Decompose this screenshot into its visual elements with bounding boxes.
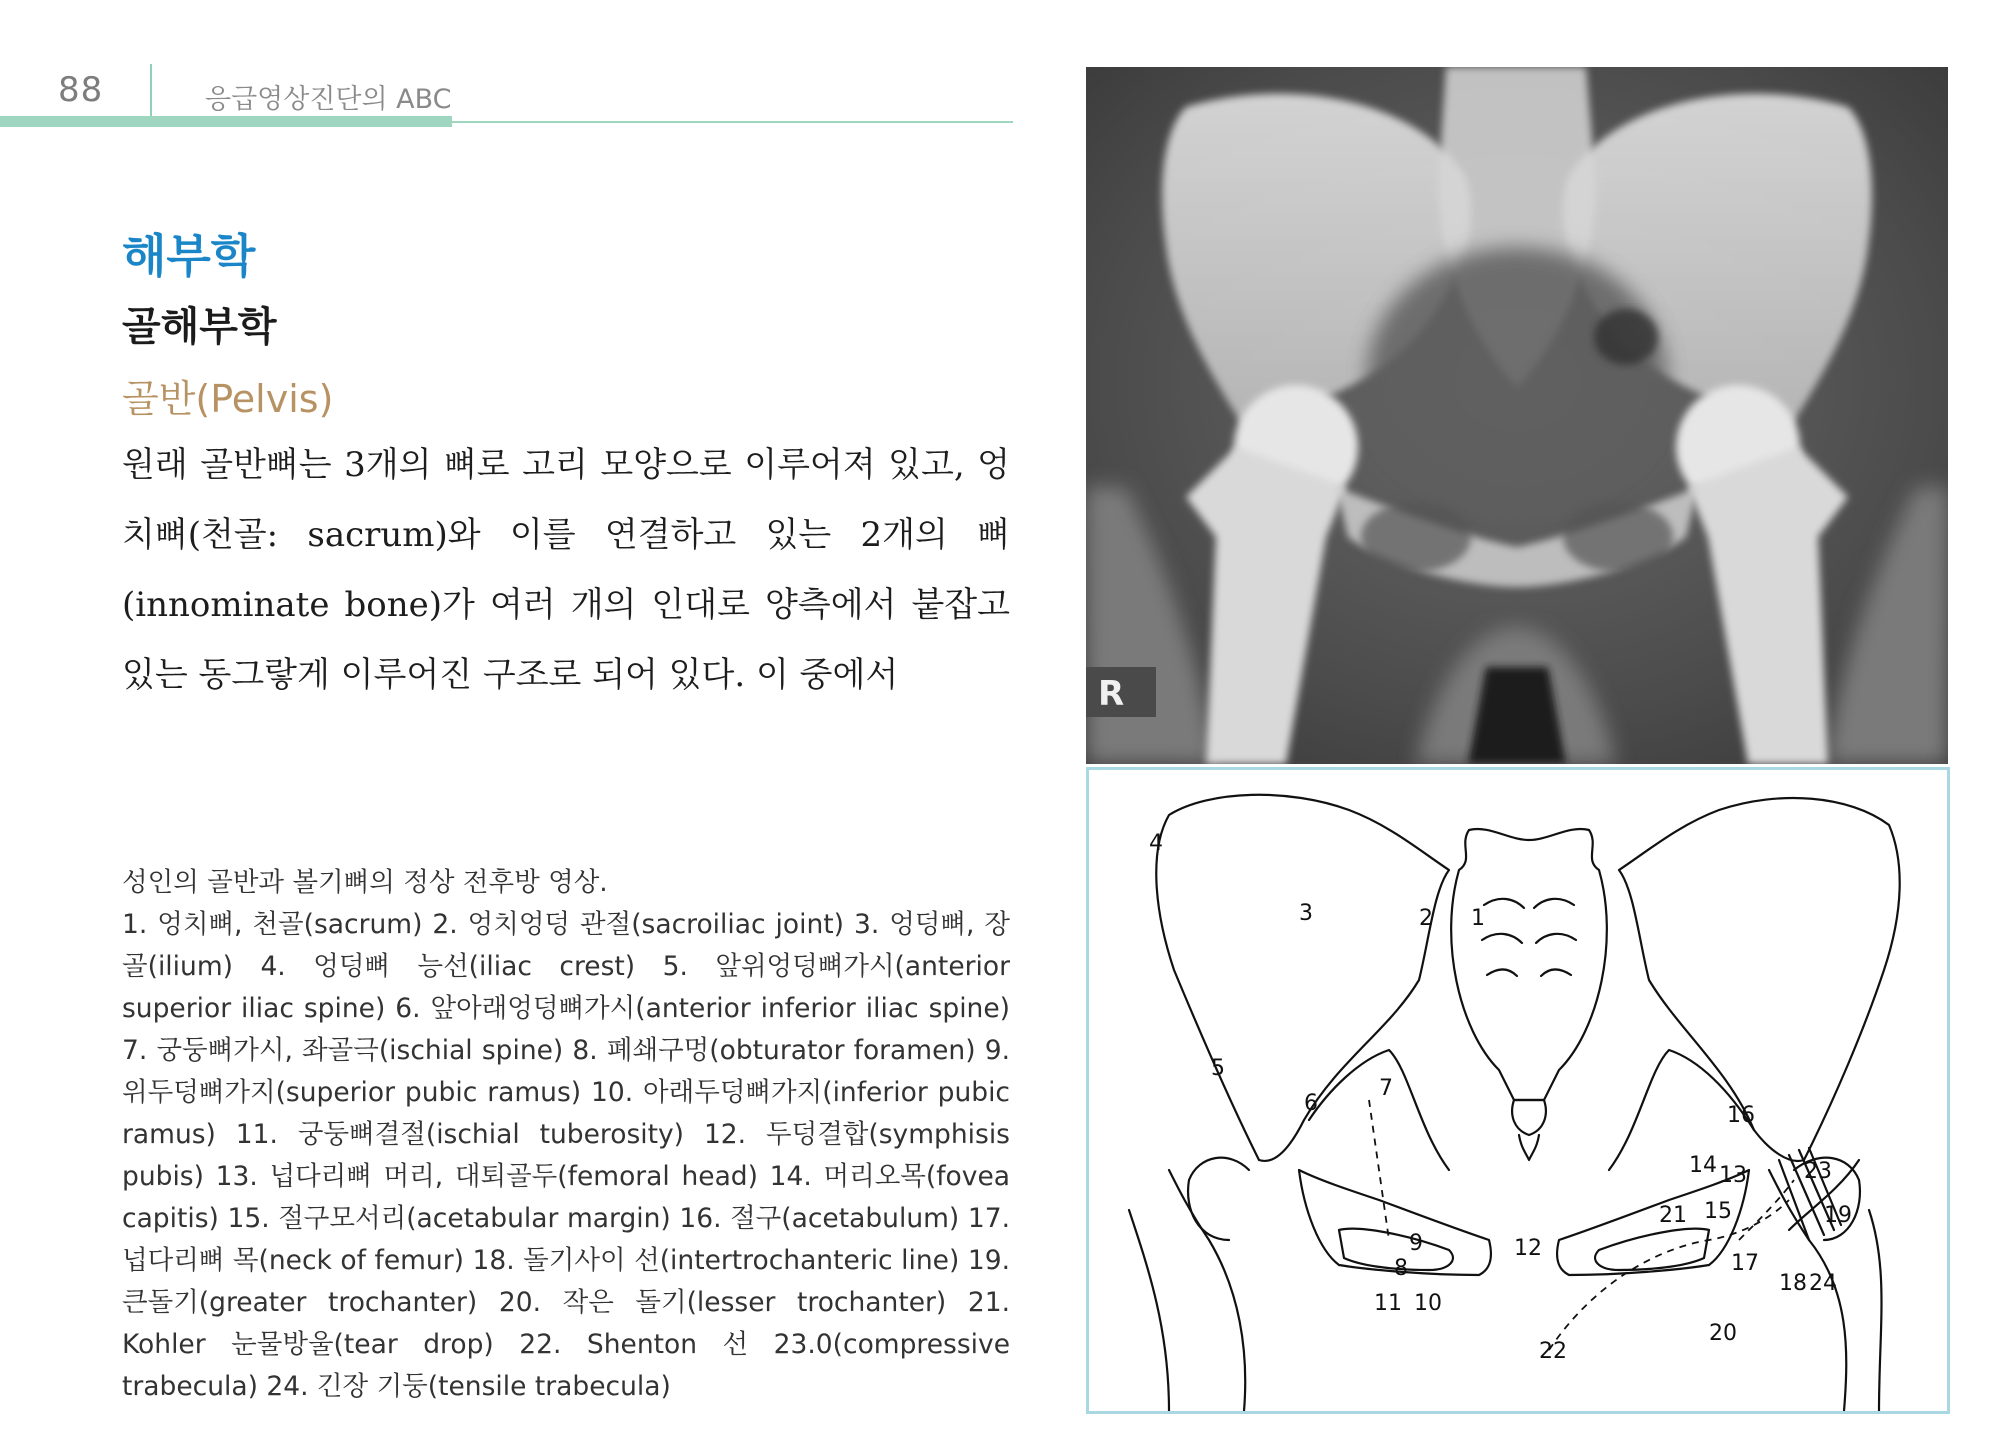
svg-text:17: 17 <box>1731 1251 1759 1276</box>
caption-text: 1. 엉치뼈, 천골(sacrum) 2. 엉치엉덩 관절(sacroiliac joint) 3. 엉덩뼈, 장골(ilium) 4. 엉덩뼈 능선(iliac crest) 5. 앞위엉덩뼈가시(anterior superior iliac spine) 6. 앞아래엉덩뼈가시(anterior inferior iliac spine) 7. 궁둥뼈가시, 좌골극(ischial spine) 8. 폐쇄구멍(obturator foramen) 9. 위두덩뼈가지(superior pubic ramus) 10. 아래두덩뼈가지(inferior pubic ramus) 11. 궁둥뼈결절(ischial tuberosity) 12. 두덩결합(symphisis pubis) 13. 넙다리뼈 머리, 대퇴골두(femoral head) 14. 머리오목(fovea capitis) 15. 절구모서리(acetabular margin) 16. 절구(acetabulum) 17. 넙다리뼈 목(neck of femur) 18. 돌기사이 선(intertrochanteric line) 19. 큰돌기(greater trochanter) 20. 작은 돌기(lesser trochanter) 21. Kohler 눈물방울(tear drop) 22. Shenton 선 23.0(compressive trabecula) 24. 긴장 기둥(tensile trabecula) <box>122 909 1010 1402</box>
svg-text:4: 4 <box>1149 831 1163 856</box>
svg-text:5: 5 <box>1211 1056 1225 1081</box>
svg-text:15: 15 <box>1704 1199 1732 1224</box>
xray-side-marker: R <box>1098 674 1125 714</box>
svg-text:6: 6 <box>1304 1091 1318 1116</box>
right-iliac-wing <box>1619 798 1900 1161</box>
caption-title: 성인의 골반과 볼기뼈의 정상 전후방 영상. <box>122 867 608 898</box>
svg-text:20: 20 <box>1709 1321 1737 1346</box>
book-title: 응급영상진단의 ABC <box>205 84 452 115</box>
svg-text:18: 18 <box>1779 1271 1807 1296</box>
svg-text:2: 2 <box>1419 906 1433 931</box>
pelvis-xray-image <box>1086 67 1948 764</box>
svg-text:13: 13 <box>1719 1163 1747 1188</box>
svg-text:24: 24 <box>1809 1271 1837 1296</box>
diagram-labels <box>1149 831 1852 1364</box>
right-obturator-foramen <box>1595 1229 1709 1270</box>
header-rule <box>0 121 1013 123</box>
svg-text:11: 11 <box>1374 1291 1402 1316</box>
body-paragraph: 원래 골반뼈는 3개의 뼈로 고리 모양으로 이루어져 있고, 엉치뼈(천골: sacrum)와 이를 연결하고 있는 2개의 뼈(innominate bone)가 여러 개의 인대로 양측에서 붙잡고 있는 동그랗게 이루어진 구조로 되어 있다. 이 중에서 <box>122 445 1010 695</box>
topic-title: 골반(Pelvis) <box>122 377 334 421</box>
svg-text:8: 8 <box>1394 1256 1408 1281</box>
svg-text:3: 3 <box>1299 901 1313 926</box>
svg-text:23: 23 <box>1804 1159 1832 1184</box>
svg-text:9: 9 <box>1409 1231 1423 1256</box>
left-iliac-wing <box>1156 795 1449 1161</box>
subsection-title: 골해부학 <box>122 304 277 350</box>
pelvis-diagram <box>1086 767 1950 1414</box>
svg-text:21: 21 <box>1659 1203 1687 1228</box>
page-number: 88 <box>58 70 104 110</box>
svg-text:1: 1 <box>1471 906 1485 931</box>
svg-text:19: 19 <box>1824 1203 1852 1228</box>
svg-text:22: 22 <box>1539 1339 1567 1364</box>
left-femoral-head <box>1188 1158 1249 1240</box>
svg-text:10: 10 <box>1414 1291 1442 1316</box>
svg-text:14: 14 <box>1689 1153 1717 1178</box>
svg-text:7: 7 <box>1379 1076 1393 1101</box>
sacrum <box>1451 829 1607 1100</box>
svg-text:12: 12 <box>1514 1236 1542 1261</box>
left-ischial-spine-line <box>1369 1100 1389 1240</box>
figure-caption <box>122 862 1010 1408</box>
header-divider <box>150 64 152 122</box>
svg-text:16: 16 <box>1727 1103 1755 1128</box>
coccyx <box>1512 1100 1546 1135</box>
section-title: 해부학 <box>122 229 256 283</box>
